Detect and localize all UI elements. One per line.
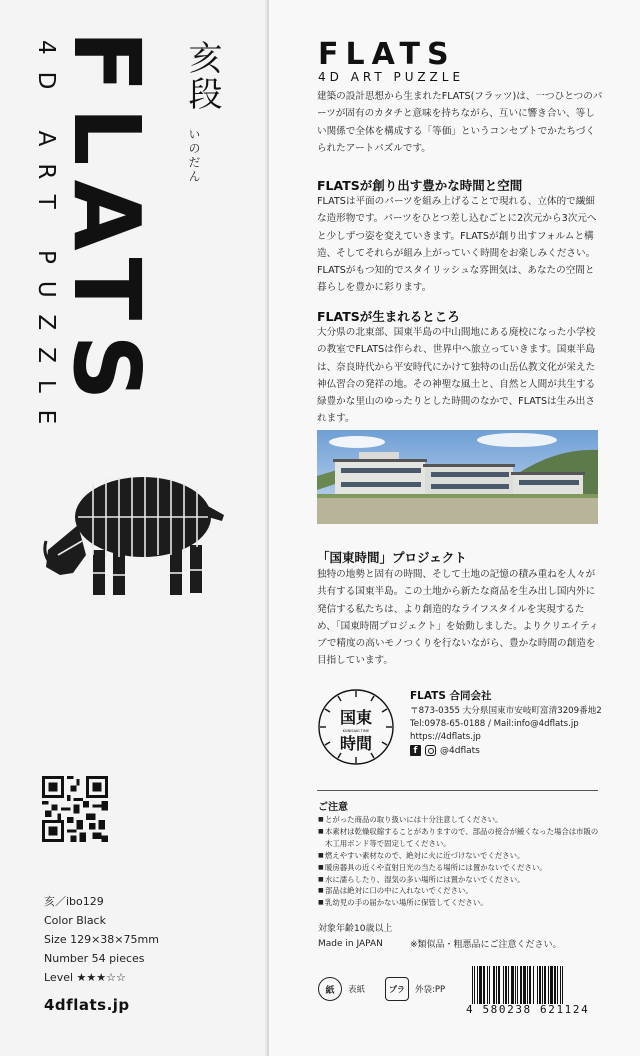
barcode [472, 966, 598, 1004]
spec-code: 亥／ibo129 [44, 895, 104, 908]
plastic-recycle-label: 外袋:PP [415, 985, 446, 995]
recycle-marks [318, 977, 445, 1001]
website-link[interactable]: 4dflats.jp [44, 996, 130, 1014]
product-name-kanji: 亥段 [182, 40, 222, 112]
section1-heading: FLATSが創り出す豊かな時間と空間 [317, 178, 523, 193]
logo-text-line1: 国東 [339, 708, 373, 727]
left-panel [0, 0, 265, 1056]
product-subtitle-vertical: 4D ART PUZZLE [33, 40, 59, 442]
facebook-icon[interactable]: f [410, 745, 421, 756]
section2-body: 大分県の北東部、国東半島の中山間地にある廃校になった小学校の教室でFLATSは作られ、世界中へ旅立っていきます。国東半島は、奈良時代から平安時代にかけて独特の山岳仏教文化が栄えた神仏習合の発祥の地。その神聖な風土と、自然と人間が共生する緑豊かな里山のゆったりとした時間のなかで、FLATSは生み出されます。 [317, 327, 596, 425]
school-building-photo [317, 430, 598, 524]
paper-recycle-label: 表紙 [348, 985, 366, 995]
company-address: 〒873-0355 大分県国東市安岐町富清3209番地2 [410, 706, 602, 716]
company-name: FLATS 合同会社 [410, 690, 492, 702]
kunisaki-time-logo [317, 688, 395, 766]
paper-recycle-icon: 紙 [318, 977, 342, 1001]
spec-color: Color Black [44, 914, 106, 927]
caution-item: ■ とがった商品の取り扱いには十分注意してください。 [318, 814, 603, 826]
caution-item: ■ 暖房器具の近くや直射日光の当たる場所には置かないでください。 [318, 862, 603, 874]
section3-body: 独特の地勢と固有の時間、そして土地の記憶の積み重ねを人々が共有する国東半島。この土地から新たな商品を生み出し国内外に発信する私たちは、より創造的なライフスタイルを実現するため、「国東時間プロジェクト」を始動しました。よりクリエイティブで精度の高いモノつくりを行ないながら、豊かな時間の創造を目指しています。 [317, 569, 599, 667]
section1-body: FLATSは平面のパーツを組み上げることで現れる、立体的で繊細な造形物です。パーツをひとつ差し込むごとに2次元から3次元へと少しずつ姿を変えていきます。FLATSが創り出すフォルムと構造、そしてそれらが組み上がっていく時間をお楽しみください。FLATSがもつ知的でスタイリッシュな雰囲気は、あなたの空間と暮らしを豊かに彩ります。 [317, 196, 597, 294]
similar-product-warning: ※類似品・粗悪品にご注意ください。 [410, 940, 562, 950]
spec-level: Level ★★★☆☆ [44, 971, 126, 984]
boar-puzzle-image [38, 455, 228, 605]
section2-heading: FLATSが生まれるところ [317, 309, 460, 324]
caution-title: ご注意 [318, 802, 348, 813]
spec-number: Number 54 pieces [44, 952, 145, 965]
product-title-vertical: FLATS [53, 30, 160, 415]
caution-item: ■ 本素材は乾燥収縮することがありますので、部品の接合が緩くなった場合は市販の木工用ボンド等で固定してください。 [318, 826, 603, 850]
product-specs [44, 892, 159, 987]
instagram-icon[interactable] [425, 745, 436, 756]
spec-size: Size 129×38×75mm [44, 933, 159, 946]
qr-code [42, 776, 108, 842]
caution-item: ■ 水に濡らしたり、湿気の多い場所には置かないでください。 [318, 874, 603, 886]
logo-text-line2: 時間 [339, 734, 373, 753]
section3-heading: 「国東時間」プロジェクト [317, 550, 467, 565]
caution-item: ■ 燃えやすい素材なので、絶対に火に近づけないでください。 [318, 850, 603, 862]
caution-item: ■ 部品は絶対に口の中に入れないでください。 [318, 885, 603, 897]
social-links[interactable] [410, 745, 480, 756]
brand-subtitle: 4D ART PUZZLE [318, 70, 465, 84]
caution-item: ■ 乳幼児の手の届かない場所に保管してください。 [318, 897, 603, 909]
barcode-number: 4 580238 621124 [466, 1003, 590, 1016]
intro-paragraph: 建築の設計思想から生まれたFLATS(フラッツ)は、一つひとつのパーツが固有のカタチと意味を持ちながら、互いに響き合い、等しい関係で全体を構成する「等価」というコンセプトでかたちづくられたアートパズルです。 [317, 91, 603, 154]
made-in: Made in JAPAN [318, 939, 383, 949]
caution-list [318, 814, 603, 909]
target-age: 対象年齢10歳以上 [318, 924, 393, 934]
product-name-kana: いのだん [187, 128, 201, 184]
divider [317, 790, 598, 791]
logo-ring-text: KUNISAKI TIME [342, 729, 370, 733]
brand-logo: FLATS [318, 37, 456, 72]
plastic-recycle-icon: プラ [385, 977, 409, 1001]
social-handle[interactable]: @4dflats [440, 745, 480, 756]
company-url[interactable]: https://4dflats.jp [410, 732, 481, 742]
age-info [318, 922, 392, 952]
company-contact[interactable]: Tel:0978-65-0188 / Mail:info@4dflats.jp [410, 719, 579, 729]
